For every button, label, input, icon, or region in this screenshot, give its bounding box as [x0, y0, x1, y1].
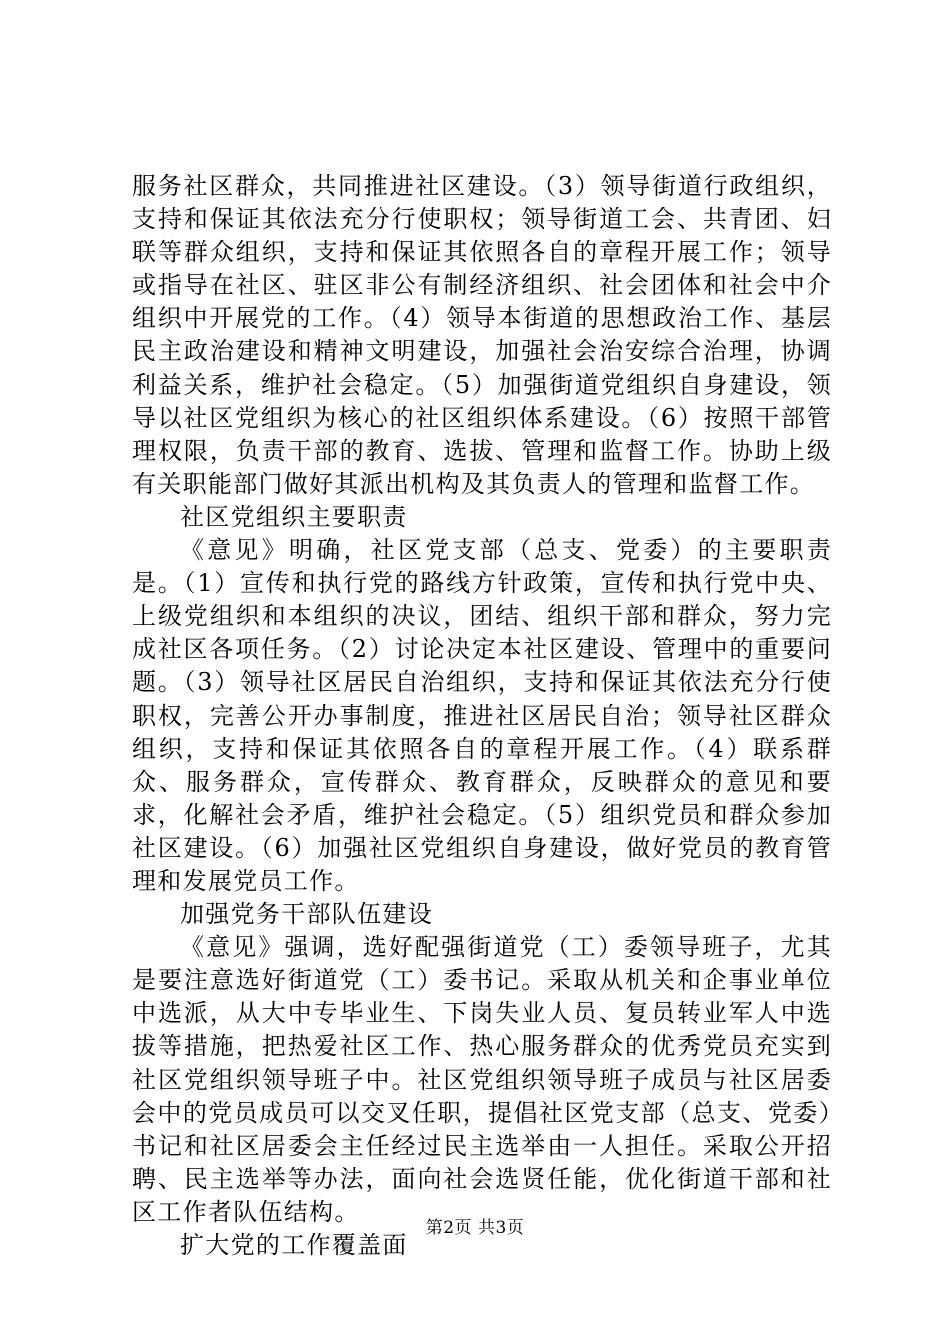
paragraph-cadre-team-building: 《意见》强调，选好配强街道党（工）委领导班子，尤其是要注意选好街道党（工）委书记。采取从机关和企事业单位中选派，从大中专毕业生、下岗失业人员、复员转业军人中选拔等措施，把热爱社区工作、热心服务群众的优秀党员充实到社区党组织领导班子中。社区党组织领导班子成员与社区居委会中的党员成员可以交叉任职，提倡社区党支部（总支、党委）书记和社区居委会主任经过民主选举由一人担任。采取公开招聘、民主选举等办法，面向社会选贤任能，优化街道干部和社区工作者队伍结构。	[132, 933, 832, 1226]
page-footer-page-number: 第2页 共3页	[425, 1218, 525, 1238]
section-heading-community-party-duties: 社区党组织主要职责	[180, 502, 408, 531]
section-heading-cadre-team-building: 加强党务干部队伍建设	[180, 900, 433, 929]
document-body	[132, 170, 832, 1262]
paragraph-continued-duties: 服务社区群众，共同推进社区建设。（3）领导街道行政组织，支持和保证其依法充分行使职权；领导街道工会、共青团、妇联等群众组织，支持和保证其依照各自的章程开展工作；领导或指导在社区、驻区非公有制经济组织、社会团体和社会中介组织中开展党的工作。（4）领导本街道的思想政治工作、基层民主政治建设和精神文明建设，加强社会治安综合治理，协调利益关系，维护社会稳定。（5）加强街道党组织自身建设，领导以社区党组织为核心的社区组织体系建设。（6）按照干部管理权限，负责干部的教育、选拔、管理和监督工作。协助上级有关职能部门做好其派出机构及其负责人的管理和监督工作。	[132, 172, 832, 498]
section-heading-expand-coverage: 扩大党的工作覆盖面	[180, 1231, 408, 1259]
paragraph-community-party-duties: 《意见》明确，社区党支部（总支、党委）的主要职责是。（1）宣传和执行党的路线方针政策，宣传和执行党中央、上级党组织和本组织的决议，团结、组织干部和群众，努力完成社区各项任务。（2）讨论决定本社区建设、管理中的重要问题。（3）领导社区居民自治组织，支持和保证其依法充分行使职权，完善公开办事制度，推进社区居民自治；领导社区群众组织，支持和保证其依照各自的章程开展工作。（4）联系群众、服务群众，宣传群众、教育群众，反映群众的意见和要求，化解社会矛盾，维护社会稳定。（5）组织党员和群众参加社区建设。（6）加强社区党组织自身建设，做好党员的教育管理和发展党员工作。	[132, 536, 832, 895]
